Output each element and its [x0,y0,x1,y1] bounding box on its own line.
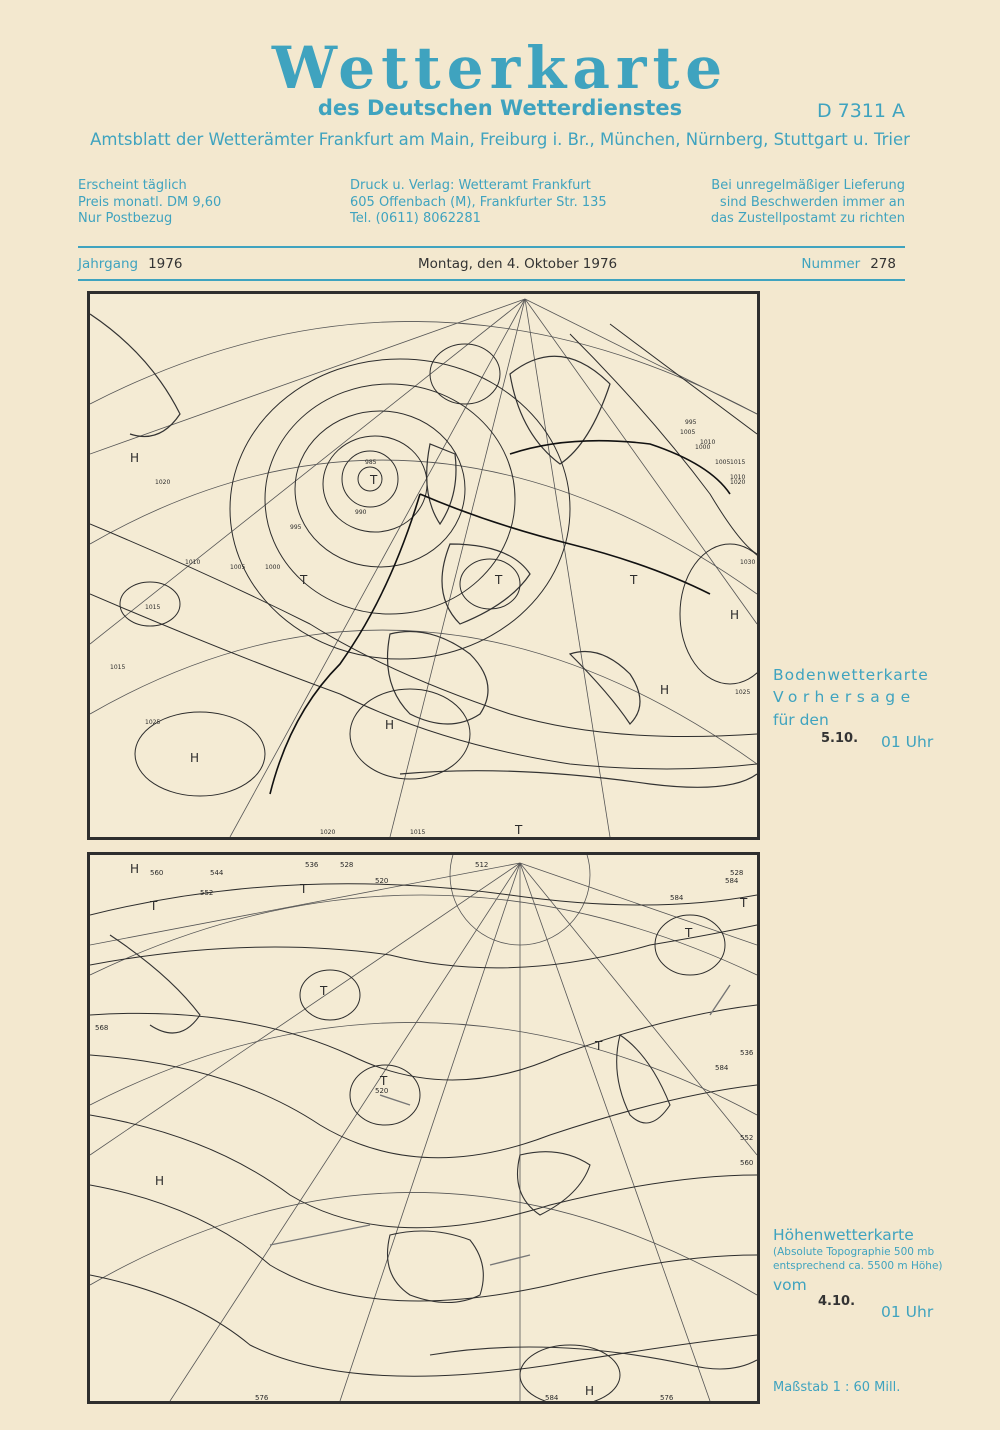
surface-map-for-label: für den [773,711,829,729]
surface-forecast-map [87,291,760,840]
isobar-label: 1030 [740,559,756,566]
contour-label: 584 [715,1064,729,1072]
greenland-coast [110,935,200,1033]
pressure-center-symbol: H [190,751,200,765]
info-line: 605 Offenbach (M), Frankfurter Str. 135 [350,194,607,210]
newspaper-title: Wetterkarte [271,34,729,102]
wind-arrow [270,1225,370,1245]
height-contour [90,1055,757,1158]
isobar-label: 1025 [145,719,161,726]
meridian-line [90,299,525,644]
info-line: das Zustellpostamt zu richten [710,211,905,226]
meridian-line [390,299,525,837]
year-value: 1976 [148,256,183,272]
isobar-label: 1015 [145,604,161,611]
info-line: Bei unregelmäßiger Lieferung [711,178,905,193]
publisher-info [350,178,607,228]
number-value: 278 [870,256,896,272]
surface-map-drawing [90,294,757,837]
isobar-label: 990 [355,509,367,516]
upper-map-time: 01 Uhr [881,1303,934,1321]
isobar [610,324,757,434]
contour-label: 560 [150,869,164,877]
upper-map-note: entsprechend ca. 5500 m Höhe) [773,1260,943,1272]
info-line: Erscheint täglich [78,178,187,193]
number-label: Nummer [801,256,861,272]
isobar-label: 995 [290,524,302,531]
meridian-line [520,863,710,1401]
wind-arrow [490,1255,530,1265]
isobar-label: 1000 [265,564,281,571]
contour-label: 520 [375,1087,389,1095]
divider [78,279,905,281]
upper-map-vom-label: vom [773,1276,807,1294]
contour-label: 536 [305,861,319,869]
isobar-label: 1020 [730,479,746,486]
contour-label: 528 [340,861,354,869]
contour-label: 552 [740,1134,754,1142]
height-contour [90,1275,757,1376]
document-code: D 7311 A [816,100,905,122]
isobar-label: 1005 [680,429,696,436]
isobar-label: 1020 [155,479,171,486]
contour-label: 584 [725,877,739,885]
parallel-line [90,1022,757,1115]
info-line: Nur Postbezug [78,211,173,226]
isobar [570,334,757,554]
isobar-label: 1015 [410,829,426,836]
info-line: Druck u. Verlag: Wetteramt Frankfurt [350,178,591,193]
scandinavia-coast [617,1035,670,1123]
isobar-label: 995 [685,419,697,426]
meridian-line [340,863,520,1401]
info-line: Preis monatl. DM 9,60 [78,194,222,210]
parallel-line [90,630,757,764]
height-contour [90,1005,757,1080]
pressure-center-symbol: T [300,573,308,587]
height-contour [90,1185,757,1301]
upper-air-map [87,852,760,1404]
height-center-symbol: T [320,984,328,998]
contour-label: 520 [375,877,389,885]
height-center-symbol: T [595,1039,603,1053]
issue-year [78,256,182,272]
meridian-line [90,299,525,454]
subscription-info [78,178,221,228]
pressure-center-symbol: H [130,451,140,465]
meridian-line [520,863,757,1155]
upper-map-note: (Absolute Topographie 500 mb [773,1246,935,1258]
isobar-label: 1010 [730,474,746,481]
isobar-label: 1005 [715,459,731,466]
issue-date: Montag, den 4. Oktober 1976 [418,256,618,272]
pressure-center-symbol: T [630,573,638,587]
year-label: Jahrgang [78,256,139,272]
france-coast [442,544,530,624]
isobar-label: 1015 [110,664,126,671]
parallel-line [90,460,757,594]
issue-number [801,256,896,272]
delivery-complaint-info [711,178,905,228]
height-contour [90,925,757,968]
iberia-coast [388,1231,484,1303]
pressure-center-symbol: H [660,683,670,697]
height-center-symbol: H [155,1174,165,1188]
parallel-line [90,1192,757,1295]
height-center-symbol: T [380,1074,388,1088]
contour-label: 584 [670,894,684,902]
isobar-label: 1025 [735,689,751,696]
isobar-label: 1020 [320,829,336,836]
contour-label: 576 [660,1394,674,1401]
meridian-line [170,863,520,1401]
surface-map-forecast-label: Vorhersage [773,688,916,706]
contour-label: 528 [730,869,744,877]
height-contour [300,970,360,1020]
britain-coast [427,444,456,524]
pressure-center-symbol: T [495,573,503,587]
contour-label: 568 [95,1024,109,1032]
isobar-label: 1005 [230,564,246,571]
height-contour [655,915,725,975]
italy-coast [570,652,640,725]
pressure-center-symbol: T [515,823,523,837]
height-center-symbol: H [130,862,140,876]
official-gazette-line: Amtsblatt der Wetterämter Frankfurt am Main, Freiburg i. Br., München, Nürnberg, Stuttgart u. Trier [90,130,910,149]
contour-label: 536 [740,1049,754,1057]
surface-map-time: 01 Uhr [881,733,934,751]
scandinavia-coast [510,356,610,464]
newspaper-subtitle: des Deutschen Wetterdienstes [317,96,683,120]
isobar-label: 985 [365,459,377,466]
contour-label: 552 [200,889,214,897]
height-center-symbol: T [300,882,308,896]
height-contour [520,1345,620,1401]
isobar [295,411,465,567]
greenland-coast [90,314,180,437]
contour-label: 576 [255,1394,269,1401]
isobar-label: 1010 [700,439,716,446]
height-center-symbol: T [685,926,693,940]
surface-map-date: 5.10. [821,731,859,746]
info-line: sind Beschwerden immer an [719,194,905,210]
north-africa-coast [400,771,757,788]
pressure-center-symbol: T [370,473,378,487]
isobar-label: 1010 [185,559,201,566]
height-center-symbol: H [585,1384,595,1398]
upper-map-drawing [90,855,757,1401]
isobar-label: 1015 [730,459,746,466]
surface-map-title: Bodenwetterkarte [773,666,929,684]
info-line: Tel. (0611) 8062281 [350,211,481,226]
isobar-label: 1000 [695,444,711,451]
map-scale: Maßstab 1 : 60 Mill. [773,1380,901,1395]
contour-label: 512 [475,861,489,869]
divider [78,246,905,248]
meridian-line [525,299,610,837]
contour-label: 544 [210,869,224,877]
pressure-center-symbol: H [730,608,740,622]
upper-map-title: Höhenwetterkarte [773,1226,914,1244]
pressure-center-symbol: H [385,718,395,732]
france-coast [518,1152,591,1215]
isobar [430,344,500,404]
height-center-symbol: T [150,899,158,913]
wind-arrow [380,1095,410,1105]
isobar [460,559,520,609]
contour-label: 560 [740,1159,754,1167]
isobar [350,689,470,779]
upper-map-date: 4.10. [818,1294,856,1309]
height-center-symbol: T [740,896,748,910]
height-contour [90,1115,757,1228]
contour-label: 584 [545,1394,559,1401]
